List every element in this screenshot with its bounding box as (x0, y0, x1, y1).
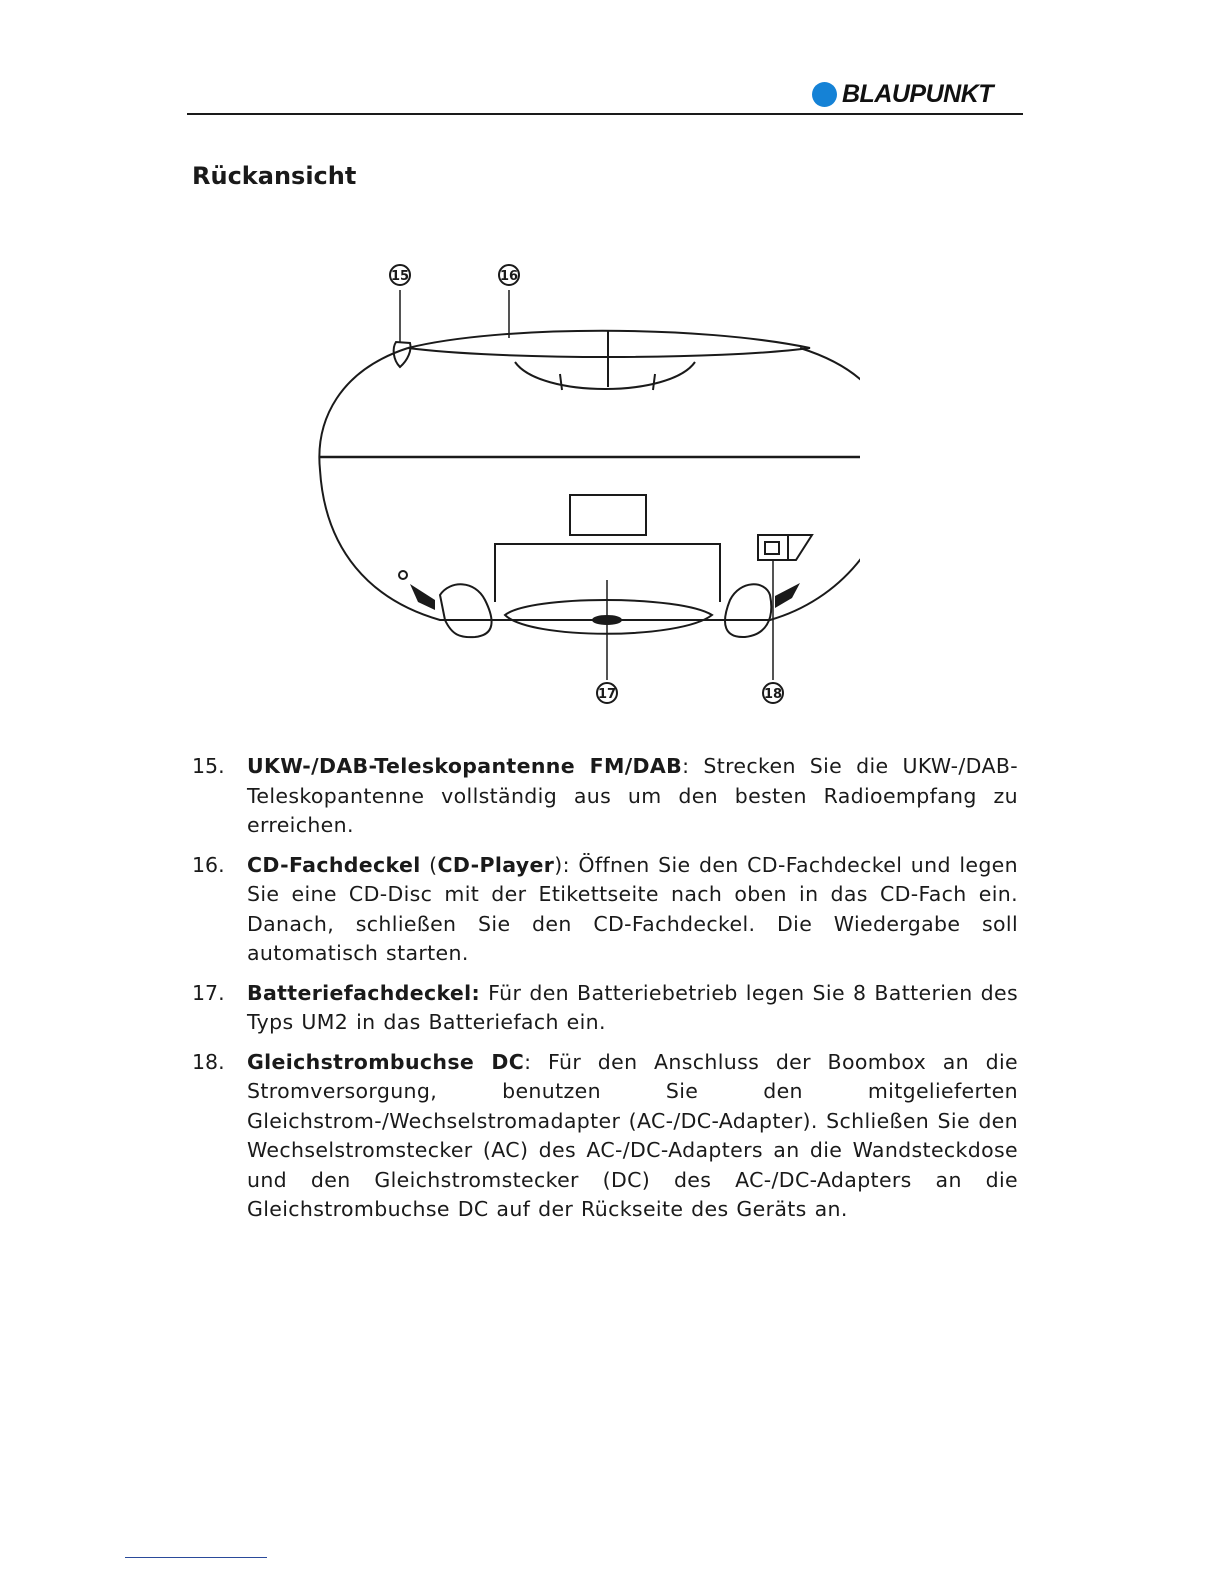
brand-logo (812, 80, 993, 108)
callout-15-label: 15 (390, 269, 410, 284)
feature-list (192, 752, 1018, 1235)
item-number: 16. (192, 852, 225, 877)
callout-16 (499, 265, 519, 285)
item-term: Gleichstrombuchse DC (247, 1049, 525, 1074)
list-item (192, 979, 1018, 1038)
item-body (247, 752, 1018, 841)
boombox-rear-diagram (300, 250, 860, 720)
item-body (247, 979, 1018, 1038)
callout-17-label: 17 (597, 687, 617, 702)
item-body: CD-Fachdeckel (CD-Player): Öffnen Sie den CD-Fachdeckel und legen Sie eine CD-Disc mit der Etikettseite nach oben in das CD-Fach ein. Danach, schließen Sie den CD-Fachdeckel. Die Wiedergabe soll automatisch starten. (247, 852, 1018, 965)
header-rule (187, 113, 1023, 115)
item-text: : Für den Anschluss der Boombox an die Stromversorgung, benutzen Sie den mitgelieferten Gleichstrom-/Wechselstromadapter (AC-/DC-Adapter). Schließen Sie den Wechselstromstecker (AC) des AC-/DC-Adapters an die Wandsteckdose und den Gleichstromstecker (DC) des AC-/DC-Adapters an die Gleichstrombuchse DC auf der Rückseite des Geräts an. (247, 1049, 1018, 1221)
item-term: CD-Fachdeckel (247, 852, 421, 877)
callout-16-label: 16 (499, 269, 519, 284)
item-number: 17. (192, 980, 225, 1005)
brand-name: BLAUPUNKT (842, 79, 994, 108)
callout-18-label: 18 (763, 687, 783, 702)
item-paren-term: CD-Player (437, 852, 555, 877)
footnote-rule (125, 1557, 267, 1558)
section-title: Rückansicht (192, 162, 357, 190)
item-text: Für den Batteriebetrieb legen Sie 8 Batterien des Typs UM2 in das Batteriefach ein. (247, 980, 1018, 1034)
item-number: 18. (192, 1049, 225, 1074)
callout-17 (597, 683, 617, 703)
item-number: 15. (192, 754, 225, 778)
item-term: Batteriefachdeckel: (247, 980, 481, 1005)
item-term: UKW-/DAB-Teleskopantenne FM/DAB (247, 754, 683, 778)
callout-15 (390, 265, 410, 285)
item-text: : Öffnen Sie den CD-Fachdeckel und legen Sie eine CD-Disc mit der Etikettseite nach oben in das CD-Fach ein. Danach, schließen Sie den CD-Fachdeckel. Die Wiedergabe soll automatisch starten. (247, 852, 1018, 965)
item-body (247, 1048, 1018, 1225)
list-item (192, 752, 1018, 841)
callout-18 (763, 683, 783, 703)
list-item (192, 1048, 1018, 1225)
item-text: : Strecken Sie die UKW-/DAB-Teleskopantenne vollständig aus um den besten Radioempfang zu erreichen. (247, 754, 1018, 837)
brand-dot-icon (812, 82, 837, 107)
list-item (192, 851, 1018, 969)
